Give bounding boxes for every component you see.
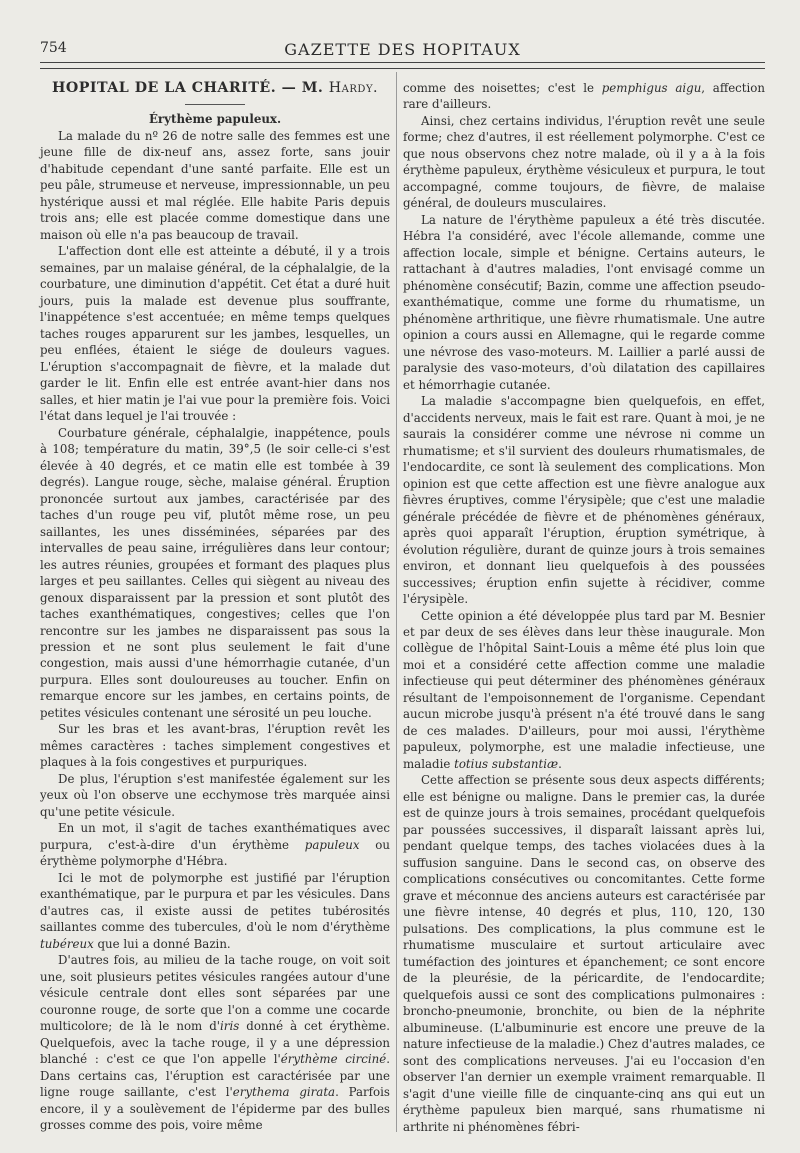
right-column xyxy=(403,80,765,1135)
paragraph: De plus, l'éruption s'est manifestée également sur les yeux où l'on observe une ecchymose très marquée ainsi qu'une petite vésicule. xyxy=(40,771,390,819)
paragraph: La malade du nº 26 de notre salle des femmes est une jeune fille de dix-neuf ans, assez forte, sans jouir d'habitude cependant d'une santé parfaite. Elle est un peu pâle, strumeuse et nerveuse, impressionnable, un peu hystérique aussi et mal réglée. Elle habite Paris depuis trois ans; elle est placée comme domestique dans une maison où elle n'a pas beaucoup de travail. xyxy=(40,128,390,242)
paragraph: Sur les bras et les avant-bras, l'éruption revêt les mêmes caractères : taches simplement congestives et plaques à la fois congestives et purpuriques. xyxy=(40,722,390,770)
section-author: Hardy. xyxy=(328,80,379,96)
header-rule xyxy=(40,62,765,69)
paragraph: L'affection dont elle est atteinte a débuté, il y a trois semaines, par un malaise général, de la céphalalgie, de la courbature, une diminution d'appétit. Cet état a duré huit jours, puis la malade est devenue plus souffrante, l'inappétence s'est accentuée; en même temps quelques taches rouges apparurent sur les jambes, lesquelles, un peu enflées, étaient le siége de douleurs vagues. L'éruption s'accompagnait de fièvre, et la malade dut garder le lit. Enfin elle est entrée avant-hier dans nos salles, et hier matin je l'ai vue pour la première fois. Voici l'état dans lequel je l'ai trouvée : xyxy=(40,244,390,424)
page-number: 754 xyxy=(40,40,67,56)
paragraph: Ici le mot de polymorphe est justifié par l'éruption exanthématique, par le purpura et par les vésicules. Dans d'autres cas, il existe aussi de petites tubérosités saillantes comme des tubercules, d'où le nom d'érythème tubéreux que lui a donné Bazin. xyxy=(40,870,390,951)
running-title: GAZETTE DES HOPITAUX xyxy=(284,40,521,59)
title-rule xyxy=(185,104,245,105)
section-title: HOPITAL DE LA CHARITÉ. — M. Hardy. xyxy=(51,80,379,96)
paragraph: Cette opinion a été développée plus tard par M. Besnier et par deux de ses élèves dans leur thèse inaugurale. Mon collègue de l'hôpital Saint-Louis a même été plus loin que moi et a considéré cette affection comme une maladie infectieuse qui peut déterminer des phénomènes généraux résultant de l'empoisonnement de l'organisme. Cependant aucun microbe jusqu'à présent n'a été trouvé dans le sang de ces malades. D'ailleurs, pour moi aussi, l'érythème papuleux, polymorphe, est une maladie infectieuse, une maladie totius substantiæ. xyxy=(403,608,765,771)
paragraph: D'autres fois, au milieu de la tache rouge, on voit soit une, soit plusieurs petites vésicules rangées autour d'une vésicule centrale dont elles sont séparées par une couronne rouge, de sorte que l'on a comme une cocarde multicolore; de là le nom d'iris donné à cet érythème. Quelquefois, avec la tache rouge, il y a une dépression blanché : c'est ce que l'on appelle l'érythème circiné. Dans certains cas, l'éruption est caractérisée par une ligne rouge saillante, c'est l'erythema girata. Parfois encore, il y a soulèvement de l'épiderme par des bulles grosses comme des pois, voire même xyxy=(40,953,390,1133)
column-divider xyxy=(396,72,397,1132)
paragraph: Cette affection se présente sous deux aspects différents; elle est bénigne ou maligne. Dans le premier cas, la durée est de quinze jours à trois semaines, procédant quelquefois par poussées successives, il disparaît laissant après lui, pendant quelque temps, des taches violacées dues à la suffusion sanguine. Dans le second cas, on observe des complications consécutives ou concomitantes. Cette forme grave et méconnue des anciens auteurs est caractérisée par une fièvre intense, 40 degrés et plus, 110, 120, 130 pulsations. Des complications, la plus commune est le rhumatisme musculaire et surtout articulaire avec tuméfaction des jointures et épanchement; ce sont encore de la pleurésie, de la péricardite, de l'endocardite; quelquefois aussi ce sont des complications pulmonaires : broncho-pneumonie, bronchite, ou bien de la néphrite albumineuse. (L'albuminurie est encore une preuve de la nature infectieuse de la maladie.) Chez d'autres malades, ce sont des complications nerveuses. J'ai eu l'occasion d'en observer l'an dernier un exemple vraiment remarquable. Il s'agit d'une vieille fille de cinquante-cinq ans qui eut un érythème papuleux bien marqué, sans rhumatisme ni arthrite ni phénomènes fébri- xyxy=(403,773,765,1134)
left-column xyxy=(40,80,390,1134)
paragraph: comme des noisettes; c'est le pemphigus aigu, affection rare d'ailleurs. xyxy=(403,81,766,112)
page-header xyxy=(40,40,765,60)
paragraph: La maladie s'accompagne bien quelquefois, en effet, d'accidents nerveux, mais le fait est rare. Quant à moi, je ne saurais la considérer comme une névrose ni comme un rhumatisme; et s'il survient des douleurs rhumatismales, de l'endocardite, ce sont là seulement des complications. Mon opinion est que cette affection est une fièvre analogue aux fièvres éruptives, comme l'érysipèle; que c'est une maladie générale précédée de fièvre et de phénomènes généraux, après quoi apparaît l'éruption, éruption symétrique, à évolution régulière, durant de quinze jours à trois semaines environ, et donnant lieu quelquefois à des poussées successives; éruption enfin sujette à récidiver, comme l'érysipèle. xyxy=(403,394,765,607)
paragraph: La nature de l'érythème papuleux a été très discutée. Hébra l'a considéré, avec l'école allemande, comme une affection locale, simple et bénigne. Certains auteurs, le rattachant à d'autres maladies, l'ont envisagé comme un phénomène consécutif; Bazin, comme une affection pseudo-exanthématique, comme une forme du rhumatisme, un phénomène arthritique, une fièvre rhumatismale. Une autre opinion a cours aussi en Allemagne, qui le regarde comme une névrose des vaso-moteurs. M. Laillier a parlé aussi de paralysie des vaso-moteurs, d'où dilatation des capillaires et hémorrhagie cutanée. xyxy=(403,212,765,392)
paragraph: En un mot, il s'agit de taches exanthématiques avec purpura, c'est-à-dire d'un érythème papuleux ou érythème polymorphe d'Hébra. xyxy=(40,821,390,869)
article-subtitle: Érythème papuleux. xyxy=(148,112,282,127)
paragraph: Ainsi, chez certains individus, l'éruption revêt une seule forme; chez d'autres, il est réellement polymorphe. C'est ce que nous observons chez notre malade, où il y a à la fois érythème papuleux, érythème vésiculeux et purpura, le tout accompagné, comme toujours, de fièvre, de malaise général, de douleurs musculaires. xyxy=(403,113,765,211)
paragraph: Courbature générale, céphalalgie, inappétence, pouls à 108; température du matin, 39°,5 (le soir celle-ci s'est élevée à 40 degrés, et ce matin elle est tombée à 39 degrés). Langue rouge, sèche, malaise général. Éruption prononcée surtout aux jambes, caractérisée par des taches d'un rouge peu vif, plutôt même rose, un peu saillantes, les unes disséminées, séparées par des intervalles de peau saine, irrégulières dans leur contour; les autres réunies, groupées et formant des plaques plus larges et peu saillantes. Celles qui siègent au niveau des genoux disparaissent par la pression et sont plutôt des taches exanthématiques, congestives; celles que l'on rencontre sur les jambes ne disparaissent pas sous la pression et ne sont plus seulement le fait d'une congestion, mais aussi d'une hémorrhagie cutanée, d'un purpura. Elles sont douloureuses au toucher. Enfin on remarque encore sur les jambes, en certains points, de petites vésicules contenant une sérosité un peu louche. xyxy=(40,425,390,720)
